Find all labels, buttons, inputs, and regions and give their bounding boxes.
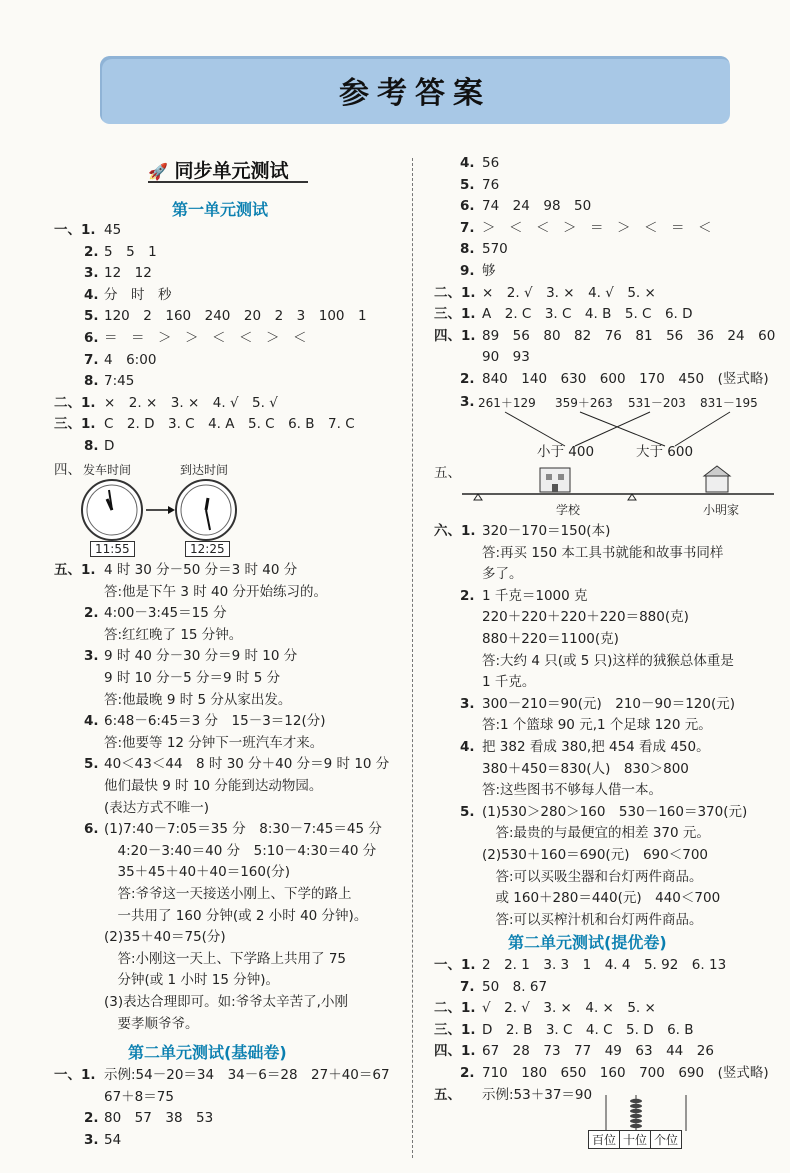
answer-text: √ 2. √ 3. × 4. × 5. × xyxy=(482,1000,656,1017)
answer-text: 一共用了 160 分钟(或 2 小时 40 分钟)。 xyxy=(104,907,368,924)
answer-text: 220＋220＋220＋220＝880(克) xyxy=(482,609,689,626)
answer-text: 840 140 630 600 170 450 (竖式略) xyxy=(482,371,769,387)
abacus-labels xyxy=(588,1130,682,1149)
school-icon xyxy=(540,468,570,492)
answer-text: 答:大约 4 只(或 5 只)这样的狨猴总体重是 xyxy=(482,652,734,669)
answer-text: 答:爷爷这一天接送小刚上、下学的路上 xyxy=(104,886,352,902)
clocks-figure xyxy=(80,478,240,542)
answer-text: 9 时 40 分－30 分＝9 时 10 分 xyxy=(104,648,298,665)
answer-number: 8. xyxy=(460,241,475,258)
answer-text: 56 xyxy=(482,155,500,171)
rocket-icon: 🚀 xyxy=(148,162,168,181)
answer-text: 67 28 73 77 49 63 44 26 xyxy=(482,1043,714,1060)
answer-number: 3. xyxy=(460,695,475,712)
answer-text: (表达方式不唯一) xyxy=(104,799,210,816)
answer-text: 4 时 30 分－50 分＝3 时 40 分 xyxy=(104,562,298,578)
abacus-tens: 十位 xyxy=(620,1131,651,1148)
expr-4: 831－195 xyxy=(700,396,758,410)
answer-text: 90 93 xyxy=(482,349,530,366)
answer-text: 够 xyxy=(482,263,496,279)
abacus-figure xyxy=(596,1095,706,1131)
answer-text: (2)530＋160＝690(元) 690＜700 xyxy=(482,847,708,863)
answer-number: 2. xyxy=(460,1065,475,1081)
answer-number: 一、1. xyxy=(434,957,476,973)
answer-text: 5 5 1 xyxy=(104,243,157,260)
answer-number: 7. xyxy=(460,219,475,236)
answer-text: (1)7:40－7:05＝35 分 8:30－7:45＝45 分 xyxy=(104,821,382,838)
answer-number: 3. xyxy=(84,265,99,282)
answer-number: 9. xyxy=(460,263,475,279)
column-divider xyxy=(412,158,413,1158)
answer-text: 7:45 xyxy=(104,373,135,390)
answer-text: 4:20－3:40＝40 分 5:10－4:30＝40 分 xyxy=(104,842,377,859)
answer-text: 答:小刚这一天上、下学路上共用了 75 xyxy=(104,950,347,967)
answer-number: 7. xyxy=(460,978,475,995)
answer-number: 6. xyxy=(84,330,99,346)
less-label: 小于 400 xyxy=(537,444,595,460)
answer-number: 5. xyxy=(84,756,99,773)
answer-text: 答:这些图书不够每人借一本。 xyxy=(482,782,663,799)
answer-number: 一、1. xyxy=(54,222,96,238)
answer-number: 三、1. xyxy=(434,306,476,323)
answer-text: 74 24 98 50 xyxy=(482,198,592,215)
depart-clock xyxy=(82,480,142,540)
answer-number: 二、1. xyxy=(54,394,96,411)
answer-number: 4. xyxy=(460,739,475,755)
unit1-title: 第一单元测试 xyxy=(172,200,269,219)
answer-text: 35＋45＋40＋40＝160(分) xyxy=(104,864,291,881)
answer-number: 三、1. xyxy=(54,416,96,433)
answer-text: D xyxy=(104,438,115,454)
unit2b-title: 第二单元测试(提优卷) xyxy=(508,933,667,952)
answer-text: 300－210＝90(元) 210－90＝120(元) xyxy=(482,695,735,712)
arrive-clock xyxy=(176,480,236,540)
answer-number: 2. xyxy=(460,587,475,604)
answer-text: 或 160＋280＝440(元) 440＜700 xyxy=(482,890,721,907)
q4-label: 四、 xyxy=(54,462,81,478)
answer-text: 答:红红晚了 15 分钟。 xyxy=(104,626,243,643)
answer-number: 二、1. xyxy=(434,1000,476,1017)
answer-text: C 2. D 3. C 4. A 5. C 6. B 7. C xyxy=(104,416,355,433)
answer-text: 他们最快 9 时 10 分能到达动物园。 xyxy=(104,778,323,794)
answer-number: 2. xyxy=(84,243,99,260)
answer-number: 8. xyxy=(84,438,99,454)
abacus-hundreds: 百位 xyxy=(589,1131,620,1148)
expr-3: 531－203 xyxy=(628,396,686,410)
answer-text: 答:1 个篮球 90 元,1 个足球 120 元。 xyxy=(482,717,712,734)
answer-text: 答:他要等 12 分钟下一班汽车才来。 xyxy=(104,734,324,751)
answer-text: 示例:53＋37＝90 xyxy=(482,1086,593,1103)
answer-text: 答:最贵的与最便宜的相差 370 元。 xyxy=(482,825,710,842)
answer-number: 2. xyxy=(84,605,99,622)
answer-number: 四、1. xyxy=(434,327,476,344)
school-label: 学校 xyxy=(556,503,581,517)
answer-number: 6. xyxy=(460,198,475,215)
answer-text: 45 xyxy=(104,222,122,238)
answer-number: 4. xyxy=(84,286,99,303)
answer-number: 2. xyxy=(460,371,475,387)
house-icon xyxy=(704,466,730,492)
answer-text: (1)530＞280＞160 530－160＝370(元) xyxy=(482,803,748,820)
answer-number: 2. xyxy=(84,1110,99,1127)
answer-text: A 2. C 3. C 4. B 5. C 6. D xyxy=(482,306,693,323)
answer-text: 答:他是下午 3 时 40 分开始练习的。 xyxy=(104,583,327,600)
answer-text: 2 2. 1 3. 3 1 4. 4 5. 92 6. 13 xyxy=(482,957,727,973)
expr-2: 359＋263 xyxy=(555,396,613,410)
answer-text: 710 180 650 160 700 690 (竖式略) xyxy=(482,1065,769,1081)
more-label: 大于 600 xyxy=(636,444,694,460)
answer-number: 5. xyxy=(84,308,99,325)
answer-number: 五、1. xyxy=(54,562,96,578)
answer-number: 四、1. xyxy=(434,1043,476,1060)
distance-figure xyxy=(458,462,778,504)
answer-text: 示例:54－20＝34 34－6＝28 27＋40＝67 xyxy=(104,1067,390,1083)
answer-number: 三、1. xyxy=(434,1021,476,1038)
unit2a-title: 第二单元测试(基础卷) xyxy=(128,1043,287,1062)
answer-text: 89 56 80 82 76 81 56 36 24 60 xyxy=(482,327,776,344)
section-heading xyxy=(148,156,289,183)
q3-label: 3. xyxy=(460,394,475,410)
answer-text: 要孝顺爷爷。 xyxy=(104,1015,199,1032)
answer-text: (2)35＋40＝75(分) xyxy=(104,929,226,946)
answer-text: 76 xyxy=(482,176,500,193)
section-title: 同步单元测试 xyxy=(174,160,289,182)
answer-text: 把 382 看成 380,把 454 看成 450。 xyxy=(482,739,710,755)
answer-text: 67＋8＝75 xyxy=(104,1088,174,1105)
answer-number: 6. xyxy=(84,821,99,838)
answer-text: 答:可以买榨汁机和台灯两件商品。 xyxy=(482,911,703,928)
answer-text: × 2. √ 3. × 4. √ 5. × xyxy=(482,284,656,301)
answer-number: 4. xyxy=(84,713,99,730)
answer-text: 570 xyxy=(482,241,508,258)
answer-text: 320－170＝150(本) xyxy=(482,523,611,539)
abacus-ones: 个位 xyxy=(654,1133,679,1147)
answer-text: 880＋220＝1100(克) xyxy=(482,631,619,647)
answer-text: × 2. × 3. × 4. √ 5. √ xyxy=(104,394,278,411)
answer-text: 答:他最晚 9 时 5 分从家出发。 xyxy=(104,691,292,708)
answer-text: 多了。 xyxy=(482,566,523,583)
answer-number: 8. xyxy=(84,373,99,390)
answer-text: 6:48－6:45＝3 分 15－3＝12(分) xyxy=(104,713,326,730)
answer-number: 五、 xyxy=(434,1086,461,1103)
page-title-banner xyxy=(100,56,730,124)
section-underline xyxy=(148,181,308,183)
expr-1: 261＋129 xyxy=(478,396,536,410)
answer-text: 12 12 xyxy=(104,265,152,282)
answer-text: 1 千克＝1000 克 xyxy=(482,587,588,604)
answer-number: 一、1. xyxy=(54,1067,96,1083)
answer-text: 1 千克。 xyxy=(482,674,536,691)
answer-text: 答:再买 150 本工具书就能和故事书同样 xyxy=(482,544,724,561)
answer-text: 40＜43＜44 8 时 30 分＋40 分＝9 时 10 分 xyxy=(104,756,390,773)
answer-text: 120 2 160 240 20 2 3 100 1 xyxy=(104,308,367,325)
q5-label: 五、 xyxy=(434,465,461,481)
depart-time: 11:55 xyxy=(90,541,135,557)
answer-number: 二、1. xyxy=(434,284,476,301)
answer-text: 4:00－3:45＝15 分 xyxy=(104,605,227,622)
answer-text: 80 57 38 53 xyxy=(104,1110,214,1127)
arrow-icon xyxy=(146,506,175,514)
depart-label: 发车时间 xyxy=(83,463,132,477)
answer-text: 380＋450＝830(人) 830＞800 xyxy=(482,760,689,777)
arrive-time: 12:25 xyxy=(185,541,230,557)
answer-text: 54 xyxy=(104,1131,122,1148)
answer-number: 5. xyxy=(460,803,475,820)
answer-text: ＝ ＝ ＞ ＞ ＜ ＜ ＞ ＜ xyxy=(104,330,307,346)
answer-number: 3. xyxy=(84,1131,99,1148)
answer-number: 5. xyxy=(460,176,475,193)
answer-text: D 2. B 3. C 4. C 5. D 6. B xyxy=(482,1021,694,1038)
page-title: 参考答案 xyxy=(339,76,491,111)
answer-text: 分 时 秒 xyxy=(104,286,172,303)
answer-number: 六、1. xyxy=(434,523,476,539)
answer-text: (3)表达合理即可。如:爷爷太辛苦了,小刚 xyxy=(104,994,348,1010)
answer-text: 9 时 10 分－5 分＝9 时 5 分 xyxy=(104,670,281,686)
arrive-label: 到达时间 xyxy=(180,463,229,477)
answer-number: 7. xyxy=(84,351,99,368)
answer-text: ＞ ＜ ＜ ＞ ＝ ＞ ＜ ＝ ＜ xyxy=(482,219,712,236)
answer-text: 50 8. 67 xyxy=(482,978,548,995)
answer-number: 4. xyxy=(460,155,475,171)
home-label: 小明家 xyxy=(703,503,740,517)
answer-number: 3. xyxy=(84,648,99,665)
matching-lines xyxy=(470,410,770,450)
answer-text: 分钟(或 1 小时 15 分钟)。 xyxy=(104,972,279,989)
answer-text: 答:可以买吸尘器和台灯两件商品。 xyxy=(482,868,703,885)
answer-text: 4 6:00 xyxy=(104,351,157,368)
